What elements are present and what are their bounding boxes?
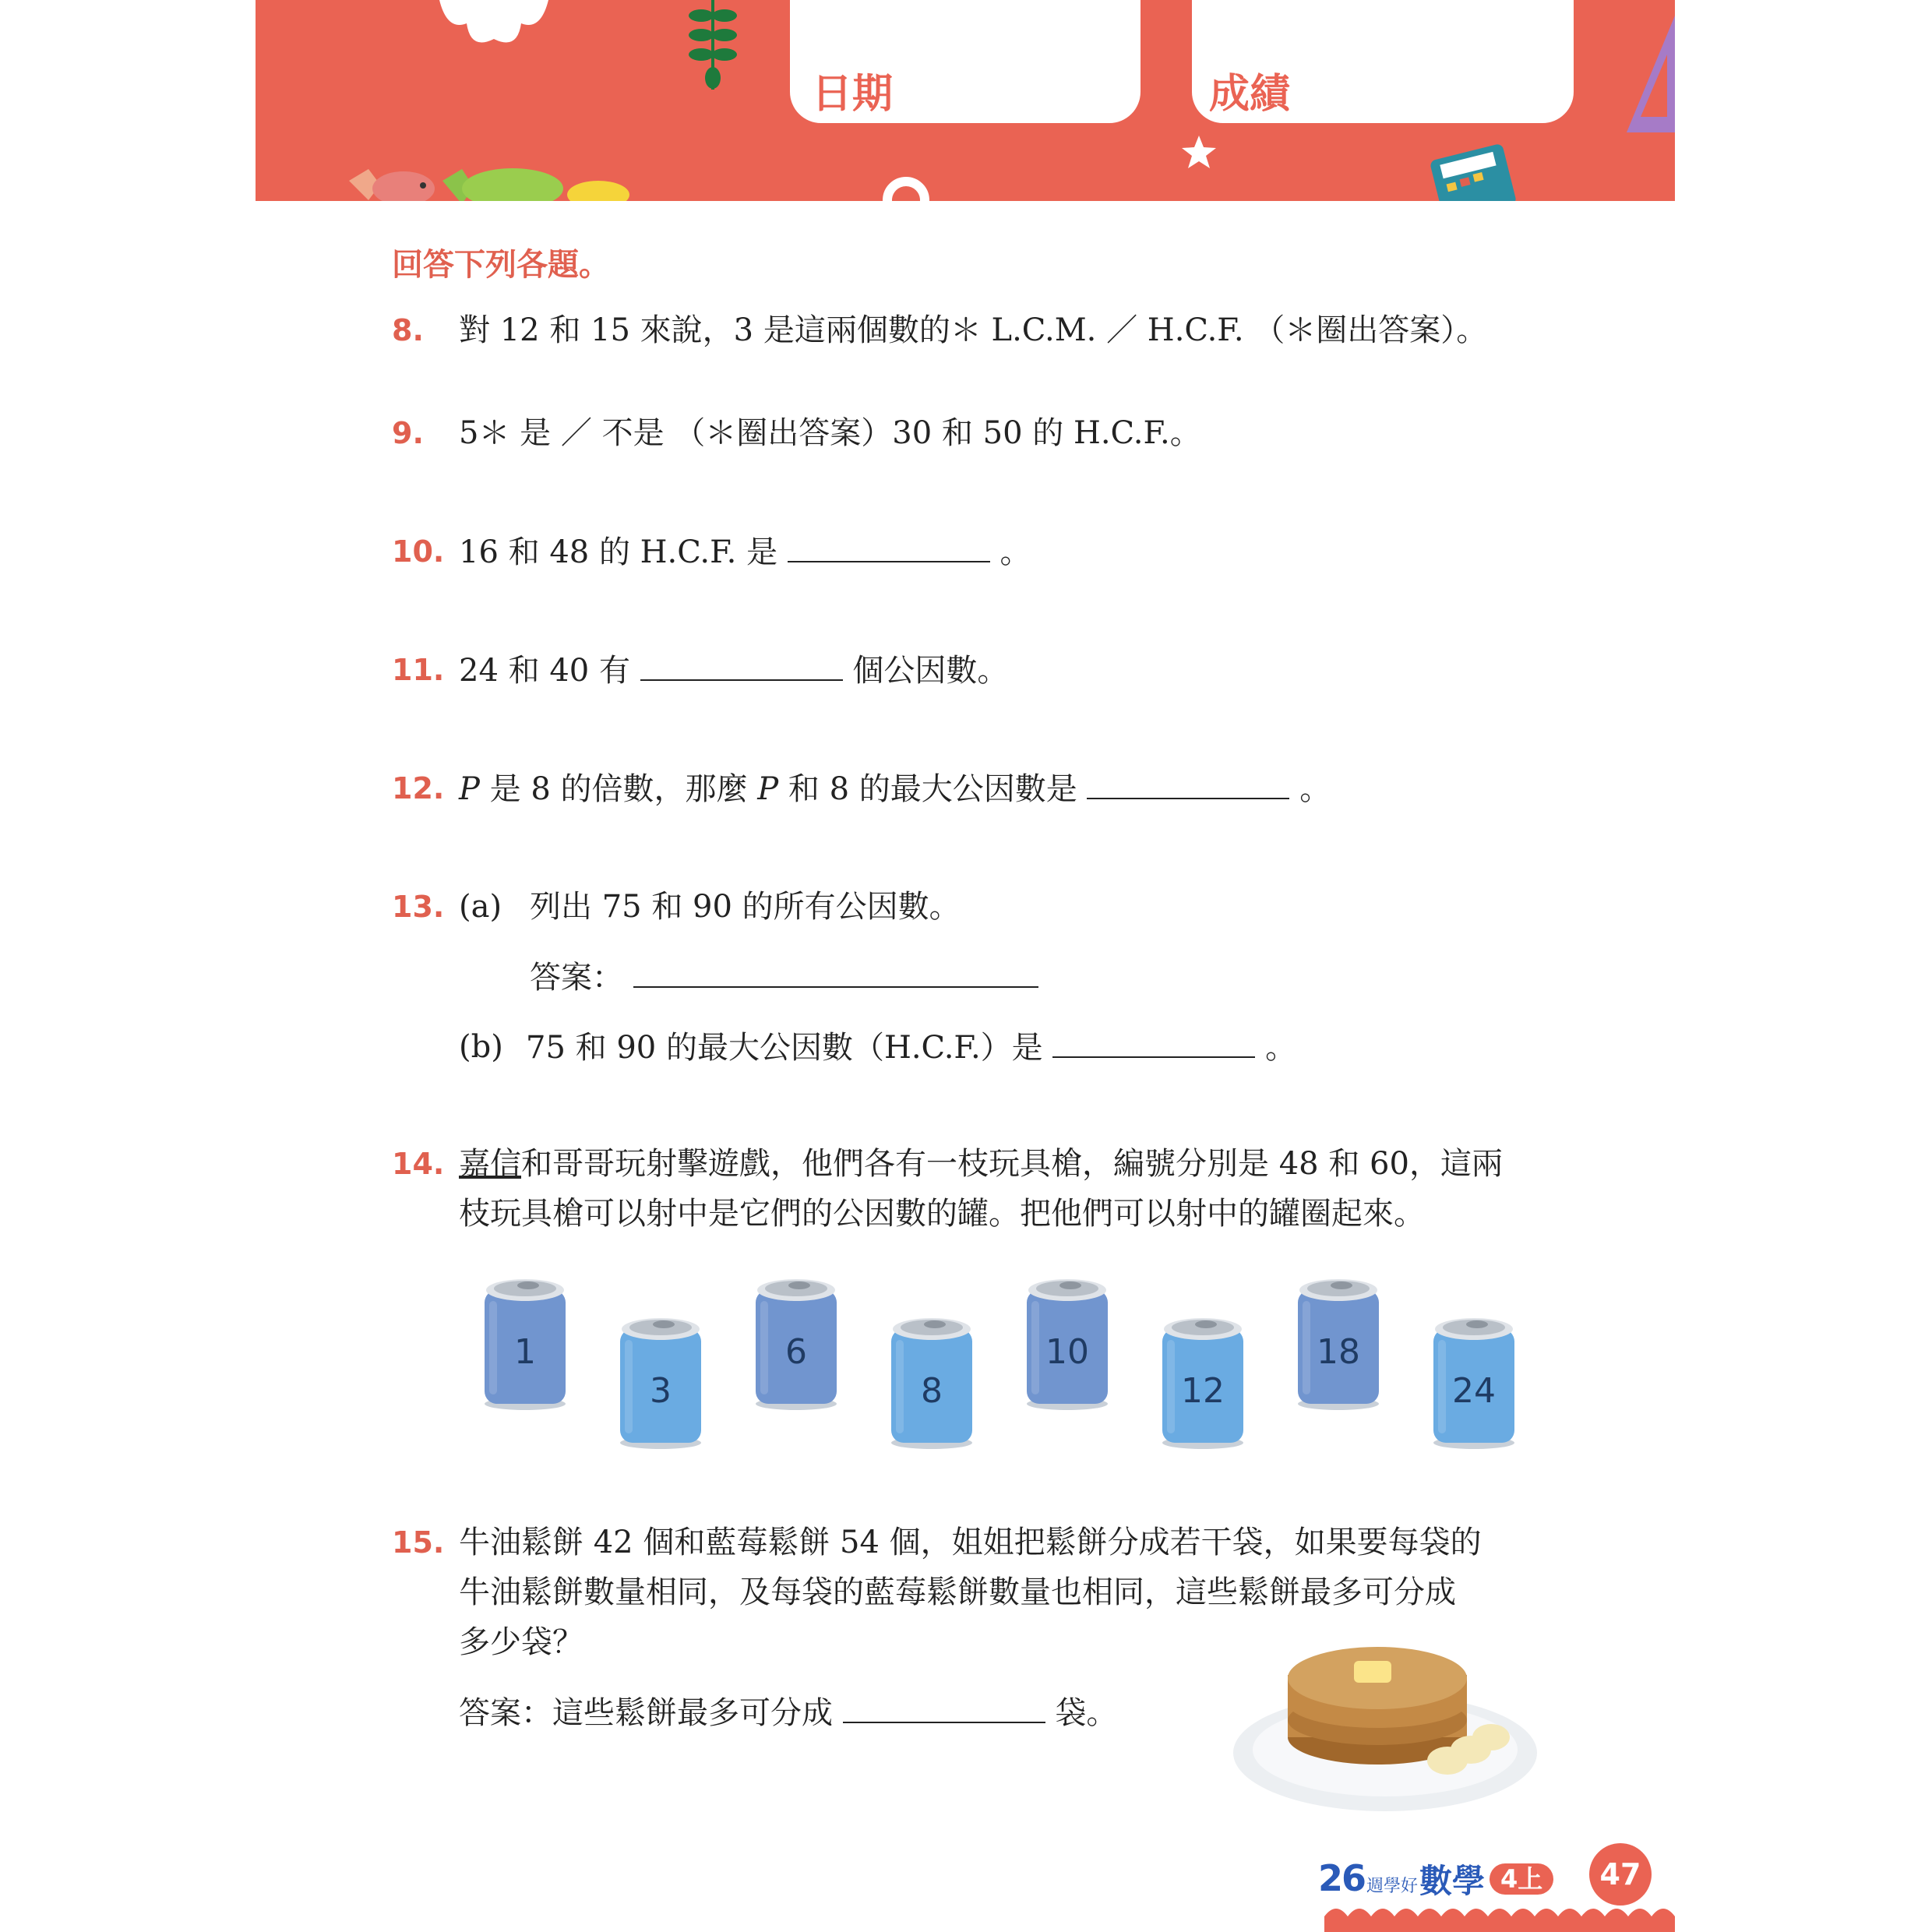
can-10[interactable] <box>1024 1274 1111 1412</box>
page-number: 47 <box>1589 1843 1652 1906</box>
question-text-line-2: 牛油鬆餅數量相同，及每袋的藍莓鬆餅數量也相同，這些鬆餅最多可分成 <box>459 1574 1456 1610</box>
question-number: 8. <box>392 313 424 347</box>
can-number: 8 <box>921 1371 943 1411</box>
flower-icon <box>432 0 556 55</box>
can-number: 1 <box>514 1332 536 1372</box>
question-text: 是 8 的倍數，那麼 <box>479 771 758 807</box>
question-text: 5＊ 是 ／ 不是 （＊圈出答案）30 和 50 的 H.C.F.。 <box>459 415 1201 451</box>
answer-blank[interactable] <box>843 1687 1045 1723</box>
score-box[interactable] <box>1192 0 1574 123</box>
question-text: 24 和 40 有 <box>459 653 630 689</box>
answer-blank[interactable] <box>1052 1022 1255 1058</box>
can-number: 12 <box>1181 1371 1225 1411</box>
question-number: 12. <box>392 771 445 806</box>
variable-p: P <box>459 771 480 807</box>
can-number: 18 <box>1317 1332 1360 1372</box>
can-12[interactable] <box>1159 1313 1246 1451</box>
series-number: 26 <box>1318 1857 1366 1899</box>
question-text: 和 8 的最大公因數是 <box>778 771 1077 807</box>
question-text-line-3: 多少袋？ <box>459 1624 583 1660</box>
answer-blank[interactable] <box>1087 763 1289 799</box>
date-box[interactable] <box>790 0 1141 123</box>
answer-text-end: 袋。 <box>1055 1695 1118 1731</box>
calculator-icon <box>1430 140 1516 201</box>
part-b-label: (b) <box>459 1029 503 1065</box>
question-text-line-1: 牛油鬆餅 42 個和藍莓鬆餅 54 個，姐姐把鬆餅分成若干袋，如果要每袋的 <box>459 1525 1482 1560</box>
question-text: 對 12 和 15 來說，3 是這兩個數的＊ L.C.M. ／ H.C.F. （＊圈出答案）。 <box>459 312 1488 348</box>
series-name: 週學好 <box>1366 1877 1419 1896</box>
part-b-end: 。 <box>1265 1030 1297 1066</box>
question-number: 10. <box>392 534 445 569</box>
can-number: 10 <box>1045 1332 1089 1372</box>
grade-badge: 4上 <box>1490 1863 1553 1895</box>
can-number: 3 <box>650 1371 672 1411</box>
ring-icon <box>879 173 933 201</box>
question-number: 14. <box>392 1147 445 1181</box>
set-square-icon <box>1627 16 1675 132</box>
answer-blank[interactable] <box>633 952 1038 988</box>
question-text-end: 。 <box>1299 771 1331 807</box>
question-number: 11. <box>392 653 445 687</box>
score-label: 成績 <box>1209 71 1291 118</box>
fish-icon <box>349 165 629 201</box>
footer-wave-decoration <box>1324 1901 1675 1932</box>
question-number: 15. <box>392 1525 445 1560</box>
can-number: 6 <box>785 1332 807 1372</box>
answer-label: 答案： <box>530 960 623 996</box>
part-a-label: (a) <box>459 889 502 925</box>
footer <box>1318 1853 1669 1907</box>
question-number: 9. <box>392 416 424 450</box>
subject-title: 數學 <box>1419 1862 1486 1900</box>
leaf-sprig-icon <box>686 0 740 93</box>
answer-blank[interactable] <box>640 645 843 681</box>
part-a-text: 列出 75 和 90 的所有公因數。 <box>530 889 961 925</box>
question-number: 13. <box>392 890 445 924</box>
can-24[interactable] <box>1430 1313 1518 1451</box>
instruction-heading: 回答下列各題。 <box>392 247 610 283</box>
header-banner <box>256 0 1675 201</box>
question-text: 16 和 48 的 H.C.F. 是 <box>459 534 778 570</box>
can-number: 24 <box>1452 1371 1496 1411</box>
can-8[interactable] <box>888 1313 975 1451</box>
variable-p: P <box>757 771 779 807</box>
question-text-line-2: 枝玩具槍可以射中是它們的公因數的罐。把他們可以射中的罐圈起來。 <box>459 1196 1425 1232</box>
answer-blank[interactable] <box>788 527 990 562</box>
star-icon <box>1181 134 1217 170</box>
question-text-line-1: 和哥哥玩射擊遊戲，他們各有一枝玩具槍，編號分別是 48 和 60，這兩 <box>521 1146 1503 1182</box>
person-name: 嘉信 <box>459 1146 521 1182</box>
can-1[interactable] <box>481 1274 569 1412</box>
can-3[interactable] <box>617 1313 704 1451</box>
pancake-illustration <box>1229 1628 1541 1815</box>
can-18[interactable] <box>1295 1274 1382 1412</box>
question-text-end: 。 <box>999 534 1031 570</box>
answer-text: 答案：這些鬆餅最多可分成 <box>459 1695 833 1731</box>
date-label: 日期 <box>812 71 894 118</box>
question-text-end: 個公因數。 <box>852 653 1009 689</box>
part-b-text: 75 和 90 的最大公因數（H.C.F.）是 <box>526 1030 1043 1066</box>
can-6[interactable] <box>753 1274 840 1412</box>
